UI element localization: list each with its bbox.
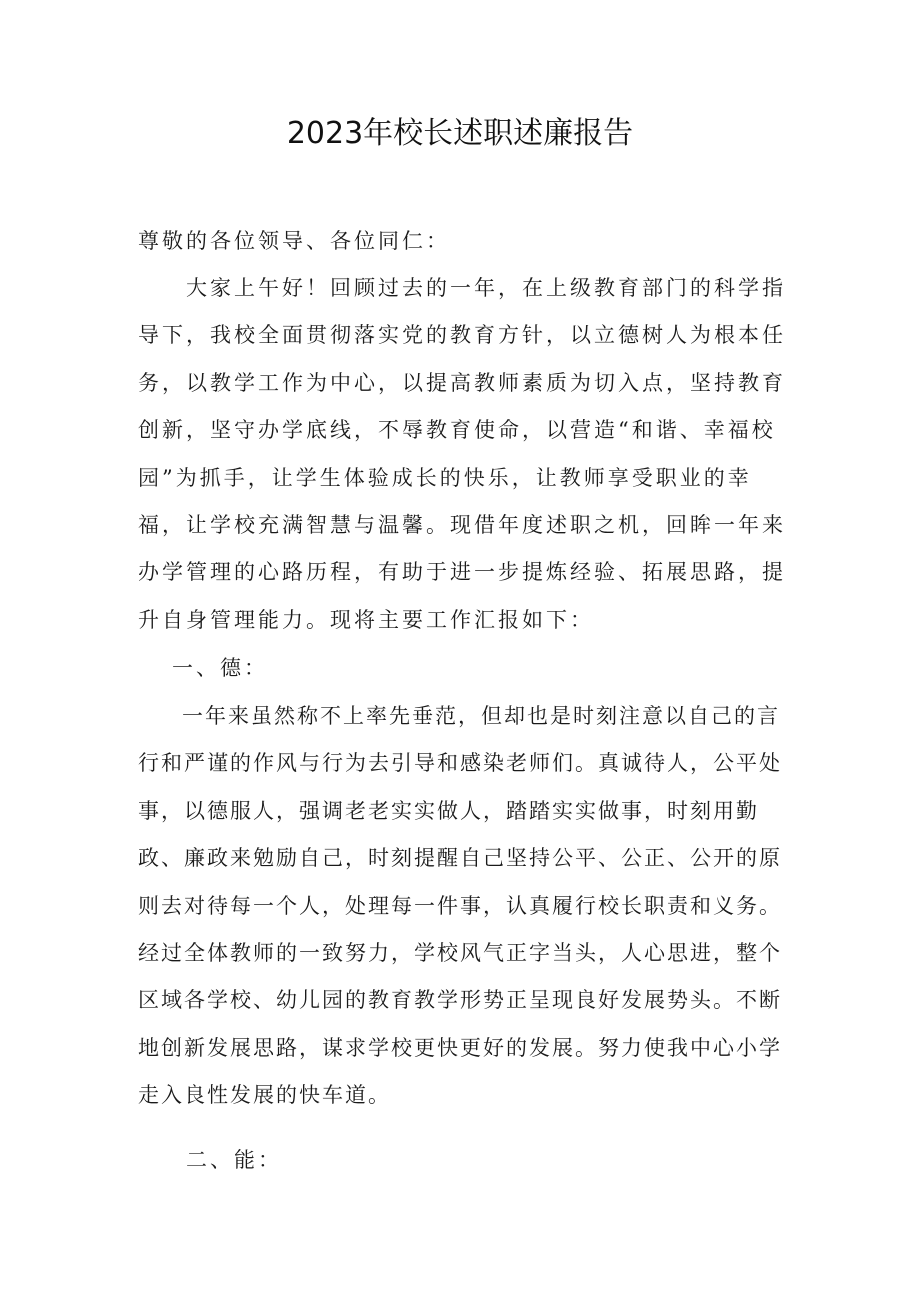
salutation: 尊敬的各位领导、各位同仁：: [138, 229, 450, 253]
paragraph-intro: 大家上午好！回顾过去的一年，在上级教育部门的科学指导下，我校全面贯彻落实党的教育方针，以立德树人为根本任务，以教学工作为中心，以提高教师素质为切入点，坚持教育创新，坚守办学底线，不辱教育使命，以营造“和谐、幸福校园”为抓手，让学生体验成长的快乐，让教师享受职业的幸福，让学校充满智慧与温馨。现借年度述职之机，回眸一年来办学管理的心路历程，有助于进一步提炼经验、拓展思路，提升自身管理能力。现将主要工作汇报如下：: [138, 276, 786, 632]
document-title: 2023年校长述职述廉报告: [286, 116, 634, 151]
section-heading-virtue: 一、德：: [172, 656, 268, 680]
section-heading-ability: 二、能：: [186, 1148, 282, 1172]
paragraph-virtue: 一年来虽然称不上率先垂范，但却也是时刻注意以自己的言行和严谨的作风与行为去引导和感染老师们。真诚待人，公平处事，以德服人，强调老老实实做人，踏踏实实做事，时刻用勤政、廉政来勉励自己，时刻提醒自己坚持公平、公正、公开的原则去对待每一个人，处理每一件事，认真履行校长职责和义务。经过全体教师的一致努力，学校风气正字当头，人心思进，整个区域各学校、幼儿园的教育教学形势正呈现良好发展势头。不断地创新发展思路，谋求学校更快更好的发展。努力使我中心小学走入良性发展的快车道。: [138, 704, 782, 1108]
